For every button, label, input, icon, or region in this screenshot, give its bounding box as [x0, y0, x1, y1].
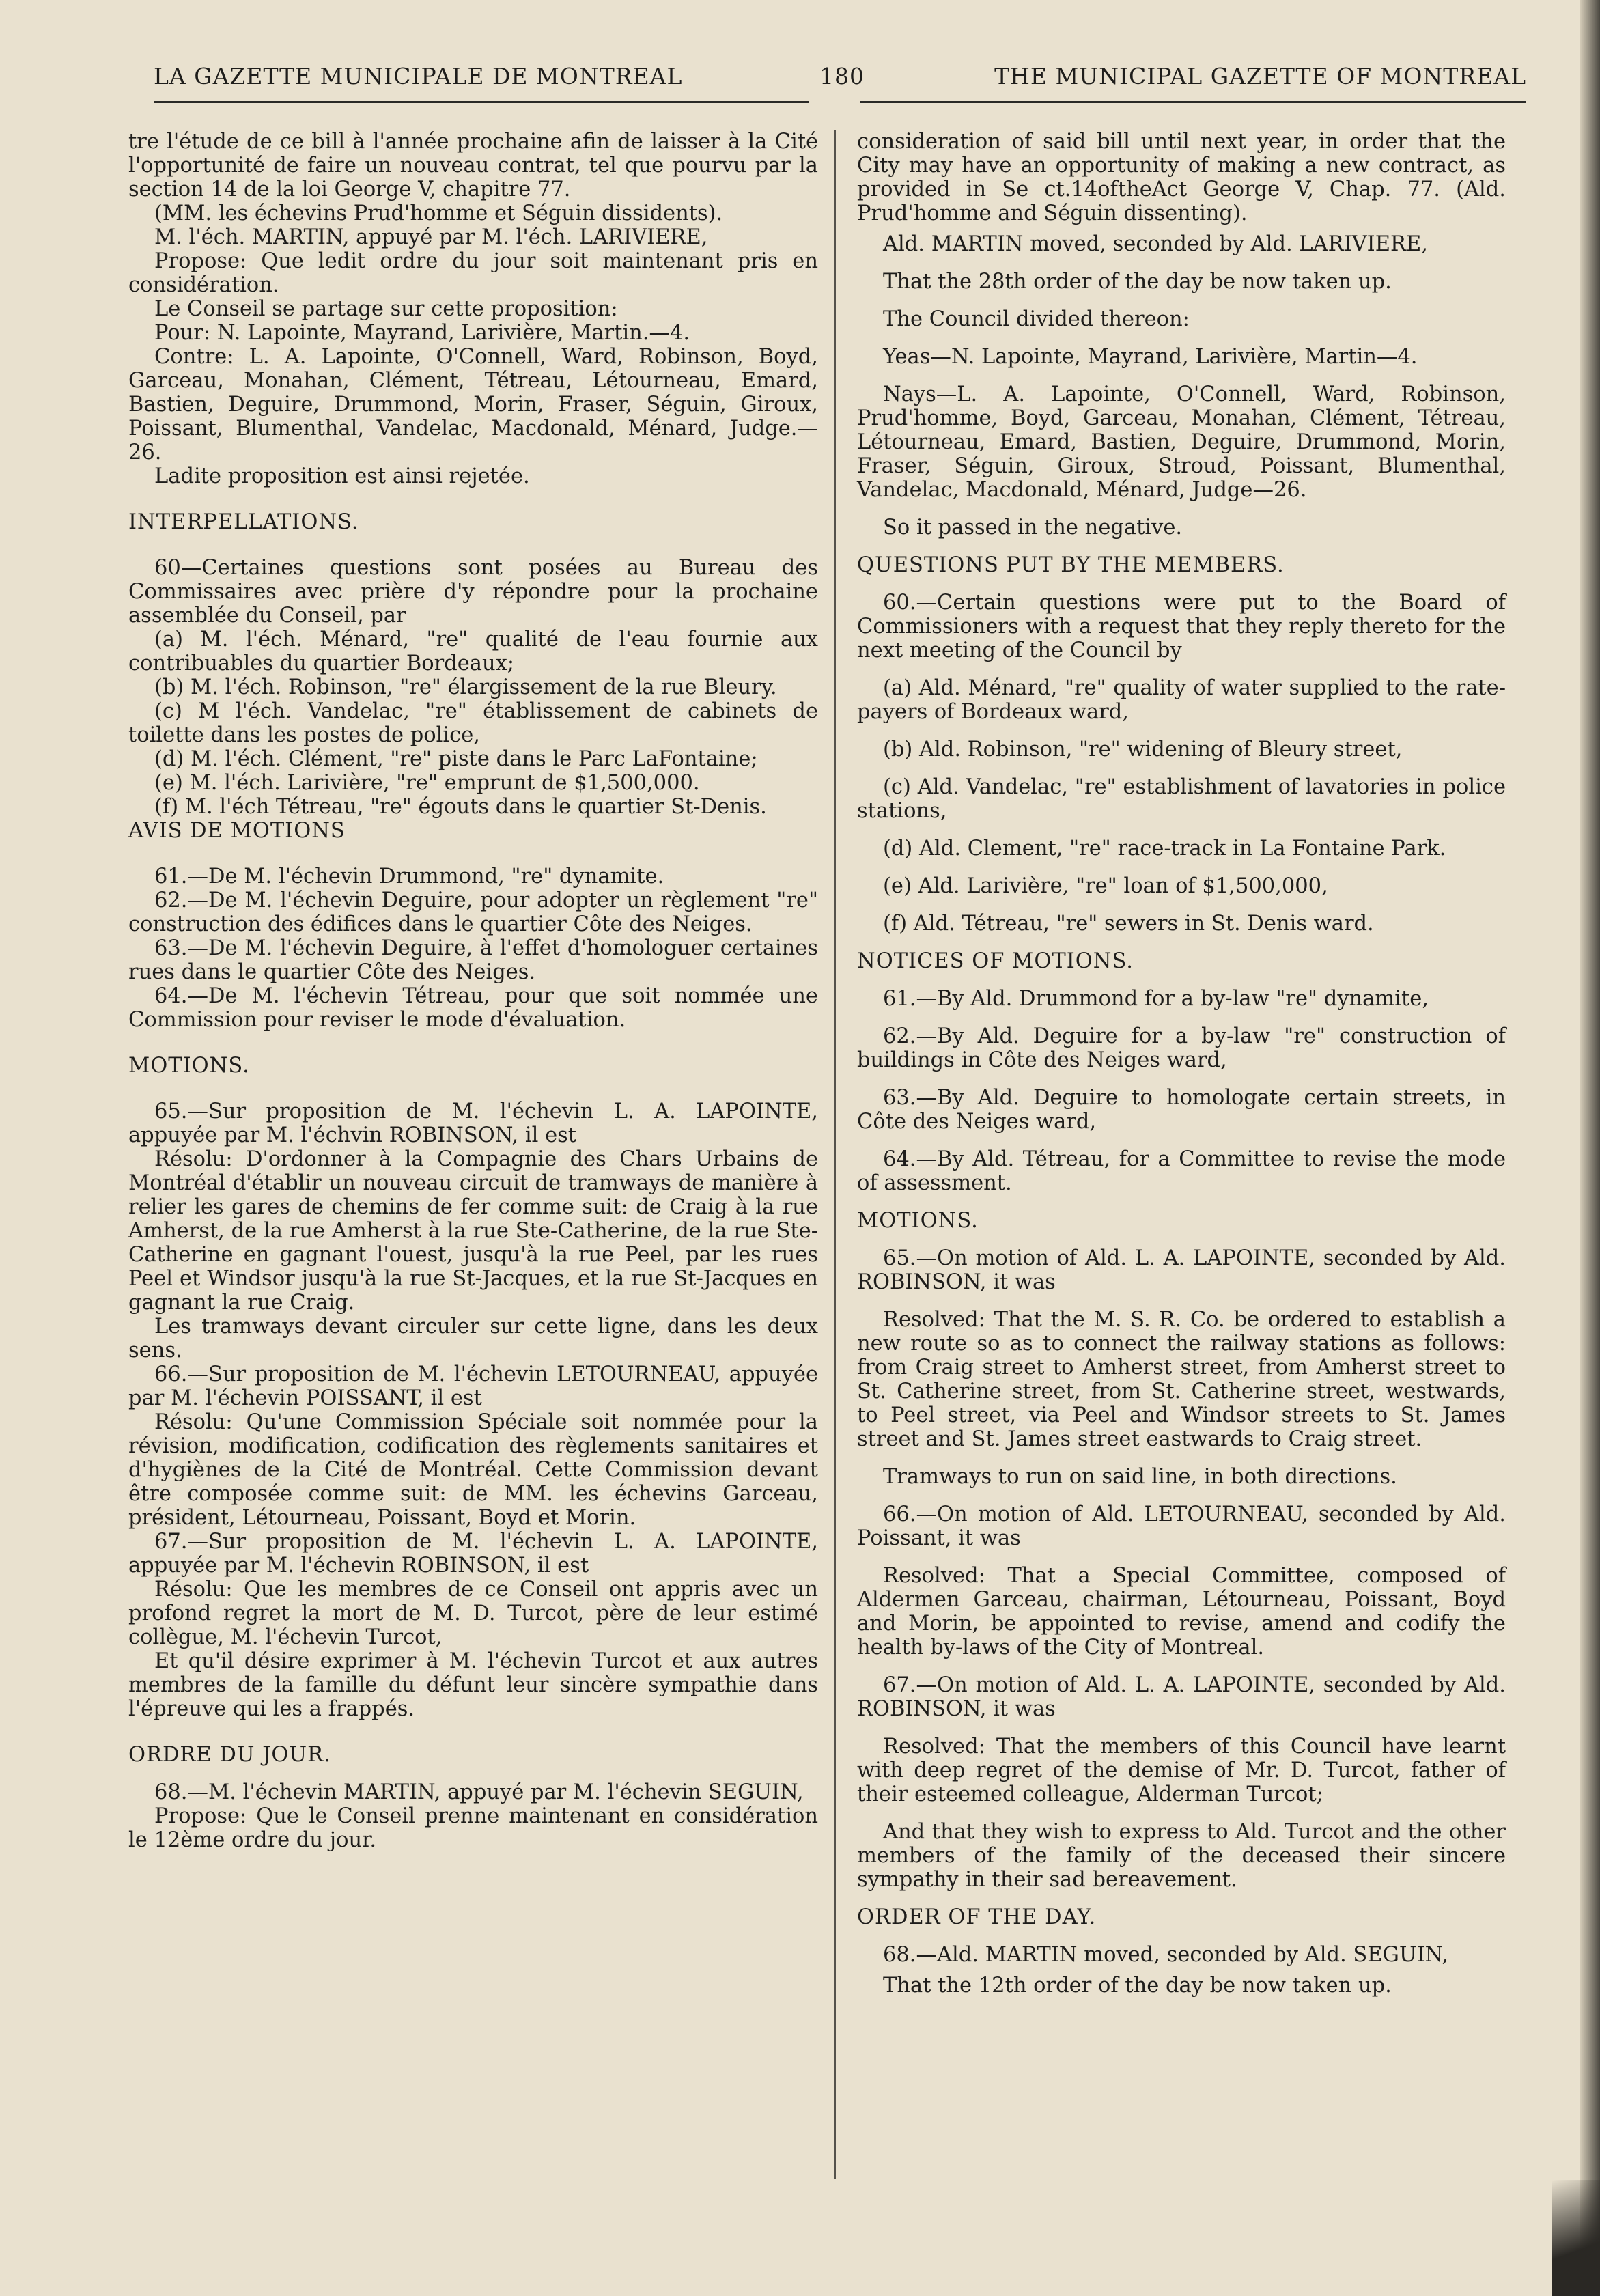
section-heading-motions-en: MOTIONS. [857, 1209, 979, 1233]
english-paragraph: (b) Ald. Robinson, "re" widening of Bleury street, [883, 738, 1403, 761]
column-divider [834, 130, 836, 2179]
english-paragraph: 63.—By Ald. Deguire to homologate certain streets, in Côte des Neiges ward, [857, 1086, 1506, 1134]
english-paragraph: 66.—On motion of Ald. LETOURNEAU, seconded by Ald. Poissant, it was [857, 1502, 1506, 1550]
english-paragraph: (a) Ald. Ménard, "re" quality of water supplied to the rate-payers of Bordeaux ward, [857, 676, 1506, 724]
english-paragraph: 65.—On motion of Ald. L. A. LAPOINTE, seconded by Ald. ROBINSON, it was [857, 1246, 1506, 1294]
english-paragraph: Resolved: That a Special Committee, composed of Aldermen Garceau, chairman, Létourneau, Poissant, Boyd and Morin, be appointed to revise, amend and codify the health by-laws of the City of Montreal. [857, 1564, 1506, 1660]
french-paragraph: (b) M. l'éch. Robinson, "re" élargissement de la rue Bleury. [154, 675, 777, 699]
french-column [128, 130, 818, 1852]
english-paragraph: Resolved: That the M. S. R. Co. be ordered to establish a new route so as to connect the railway stations as follows: from Craig street to Amherst street, from Amherst street to St. Catherine street, from St. Catherine street, westwards, to Peel street, via Peel and Windsor streets to St. James street and St. James street eastwards to Craig street. [857, 1308, 1506, 1451]
section-heading-ordre-du-jour: ORDRE DU JOUR. [128, 1743, 331, 1767]
english-paragraph: (f) Ald. Tétreau, "re" sewers in St. Denis ward. [883, 912, 1374, 936]
english-paragraph: 62.—By Ald. Deguire for a by-law "re" construction of buildings in Côte des Neiges ward, [857, 1024, 1506, 1072]
english-paragraph: Nays—L. A. Lapointe, O'Connell, Ward, Robinson, Prud'homme, Boyd, Garceau, Monahan, Clément, Tétreau, Létourneau, Emard, Bastien, Deguire, Drummond, Morin, Fraser, Séguin, Giroux, Stroud, Poissant, Blumenthal, Vandelac, Macdonald, Ménard, Judge—26. [857, 382, 1506, 502]
french-paragraph: 66.—Sur proposition de M. l'échevin LETOURNEAU, appuyée par M. l'échevin POISSANT, il est [128, 1362, 818, 1410]
french-paragraph: (d) M. l'éch. Clément, "re" piste dans le Parc LaFontaine; [154, 747, 758, 771]
english-column [857, 130, 1506, 1998]
header-english-title: THE MUNICIPAL GAZETTE OF MONTREAL [994, 63, 1526, 89]
french-paragraph: Et qu'il désire exprimer à M. l'échevin Turcot et aux autres membres de la famille du défunt leur sincère sympathie dans l'épreuve qui les a frappés. [128, 1649, 818, 1721]
page-edge-shadow [1580, 0, 1600, 2296]
french-paragraph: Propose: Que ledit ordre du jour soit maintenant pris en considération. [128, 249, 818, 297]
english-paragraph: Resolved: That the members of this Council have learnt with deep regret of the demise of Mr. D. Turcot, father of their esteemed colleague, Alderman Turcot; [857, 1735, 1506, 1806]
french-paragraph: Résolu: D'ordonner à la Compagnie des Chars Urbains de Montréal d'établir un nouveau circuit de tramways de manière à relier les gares de chemins de fer comme suit: de Craig à la rue Amherst, de la rue Amherst à la rue Ste-Catherine, de la rue Ste-Catherine en gagnant l'ouest, jusqu'à la rue Peel, par les rues Peel et Windsor jusqu'à la rue St-Jacques, et la rue St-Jacques en gagnant la rue Craig. [128, 1147, 818, 1315]
english-paragraph: 67.—On motion of Ald. L. A. LAPOINTE, seconded by Ald. ROBINSON, it was [857, 1673, 1506, 1721]
french-paragraph: 62.—De M. l'échevin Deguire, pour adopter un règlement "re" construction des édifices dans le quartier Côte des Neiges. [128, 888, 818, 936]
english-paragraph: 60.—Certain questions were put to the Board of Commissioners with a request that they reply thereto for the next meeting of the Council by [857, 591, 1506, 662]
french-paragraph: Le Conseil se partage sur cette proposition: [154, 297, 618, 321]
english-paragraph: 68.—Ald. MARTIN moved, seconded by Ald. SEGUIN, [883, 1943, 1449, 1967]
french-paragraph: tre l'étude de ce bill à l'année prochaine afin de laisser à la Cité l'opportunité de faire un nouveau contrat, tel que pourvu par la section 14 de la loi George V, chapitre 77. [128, 130, 818, 201]
page-header [154, 63, 1526, 97]
french-paragraph: 67.—Sur proposition de M. l'échevin L. A. LAPOINTE, appuyée par M. l'échevin ROBINSON, il est [128, 1530, 818, 1578]
french-paragraph: 61.—De M. l'échevin Drummond, "re" dynamite. [154, 865, 664, 888]
section-heading-interpellations: INTERPELLATIONS. [128, 510, 359, 534]
english-paragraph: The Council divided thereon: [883, 307, 1190, 331]
french-paragraph: (f) M. l'éch Tétreau, "re" égouts dans le quartier St-Denis. [154, 795, 767, 819]
english-paragraph: 64.—By Ald. Tétreau, for a Committee to revise the mode of assessment. [857, 1147, 1506, 1195]
english-paragraph: Tramways to run on said line, in both directions. [883, 1465, 1397, 1489]
page-corner-shadow [1552, 2180, 1600, 2296]
section-heading-avis-de-motions: AVIS DE MOTIONS [128, 819, 346, 843]
page-number: 180 [819, 63, 865, 89]
english-paragraph: (d) Ald. Clement, "re" race-track in La Fontaine Park. [883, 837, 1446, 860]
french-paragraph: Ladite proposition est ainsi rejetée. [154, 464, 530, 488]
section-heading-motions: MOTIONS. [128, 1054, 250, 1078]
section-heading-questions: QUESTIONS PUT BY THE MEMBERS. [857, 553, 1285, 577]
french-paragraph: (c) M l'éch. Vandelac, "re" établissement de cabinets de toilette dans les postes de police, [128, 699, 818, 747]
english-paragraph: And that they wish to express to Ald. Turcot and the other members of the family of the deceased their sincere sympathy in their sad bereavement. [857, 1820, 1506, 1892]
english-paragraph: (c) Ald. Vandelac, "re" establishment of lavatories in police stations, [857, 775, 1506, 823]
header-rule-left [154, 101, 809, 103]
french-paragraph: (MM. les échevins Prud'homme et Séguin dissidents). [154, 201, 723, 225]
english-paragraph: Yeas—N. Lapointe, Mayrand, Larivière, Martin—4. [883, 345, 1418, 369]
english-paragraph: Ald. MARTIN moved, seconded by Ald. LARIVIERE, [883, 232, 1428, 256]
french-paragraph: Résolu: Que les membres de ce Conseil ont appris avec un profond regret la mort de M. D. Turcot, père de leur estimé collègue, M. l'échevin Turcot, [128, 1578, 818, 1649]
english-paragraph: (e) Ald. Larivière, "re" loan of $1,500,000, [883, 874, 1328, 898]
section-heading-order-of-the-day: ORDER OF THE DAY. [857, 1905, 1097, 1929]
french-paragraph: Contre: L. A. Lapointe, O'Connell, Ward, Robinson, Boyd, Garceau, Monahan, Clément, Tétreau, Létourneau, Emard, Bastien, Deguire, Drummond, Morin, Fraser, Séguin, Giroux, Poissant, Blumenthal, Vandelac, Macdonald, Ménard, Judge.—26. [128, 345, 818, 464]
section-heading-notices-of-motions: NOTICES OF MOTIONS. [857, 949, 1134, 973]
french-paragraph: 68.—M. l'échevin MARTIN, appuyé par M. l'échevin SEGUIN, [154, 1780, 804, 1804]
english-paragraph: That the 12th order of the day be now taken up. [883, 1974, 1392, 1998]
french-paragraph: 65.—Sur proposition de M. l'échevin L. A. LAPOINTE, appuyée par M. l'échvin ROBINSON, il est [128, 1100, 818, 1147]
english-paragraph: So it passed in the negative. [883, 516, 1183, 540]
english-paragraph: consideration of said bill until next year, in order that the City may have an opportunity of making a new contract, as provided in Se ct.14oftheAct George V, Chap. 77. (Ald. Prud'homme and Séguin dissenting). [857, 130, 1506, 225]
english-paragraph: That the 28th order of the day be now taken up. [883, 270, 1392, 294]
french-paragraph: 63.—De M. l'échevin Deguire, à l'effet d'homologuer certaines rues dans le quartier Côte des Neiges. [128, 936, 818, 984]
french-paragraph: M. l'éch. MARTIN, appuyé par M. l'éch. LARIVIERE, [154, 225, 708, 249]
french-paragraph: 60—Certaines questions sont posées au Bureau des Commissaires avec prière d'y répondre pour la prochaine assemblée du Conseil, par [128, 556, 818, 628]
french-paragraph: Pour: N. Lapointe, Mayrand, Larivière, Martin.—4. [154, 321, 690, 345]
french-paragraph: (e) M. l'éch. Larivière, "re" emprunt de $1,500,000. [154, 771, 700, 795]
french-paragraph: Les tramways devant circuler sur cette ligne, dans les deux sens. [128, 1315, 818, 1362]
header-rule-right [860, 101, 1526, 103]
french-paragraph: Résolu: Qu'une Commission Spéciale soit nommée pour la révision, modification, codification des règlements sanitaires et d'hygiènes de la Cité de Montréal. Cette Commission devant être composée comme suit: de MM. les échevins Garceau, président, Létourneau, Poissant, Boyd et Morin. [128, 1410, 818, 1530]
english-paragraph: 61.—By Ald. Drummond for a by-law "re" dynamite, [883, 987, 1429, 1011]
header-french-title: LA GAZETTE MUNICIPALE DE MONTREAL [154, 63, 683, 89]
french-paragraph: (a) M. l'éch. Ménard, "re" qualité de l'eau fournie aux contribuables du quartier Bordeaux; [128, 628, 818, 675]
french-paragraph: 64.—De M. l'échevin Tétreau, pour que soit nommée une Commission pour reviser le mode d'évaluation. [128, 984, 818, 1032]
french-paragraph: Propose: Que le Conseil prenne maintenant en considération le 12ème ordre du jour. [128, 1804, 818, 1852]
